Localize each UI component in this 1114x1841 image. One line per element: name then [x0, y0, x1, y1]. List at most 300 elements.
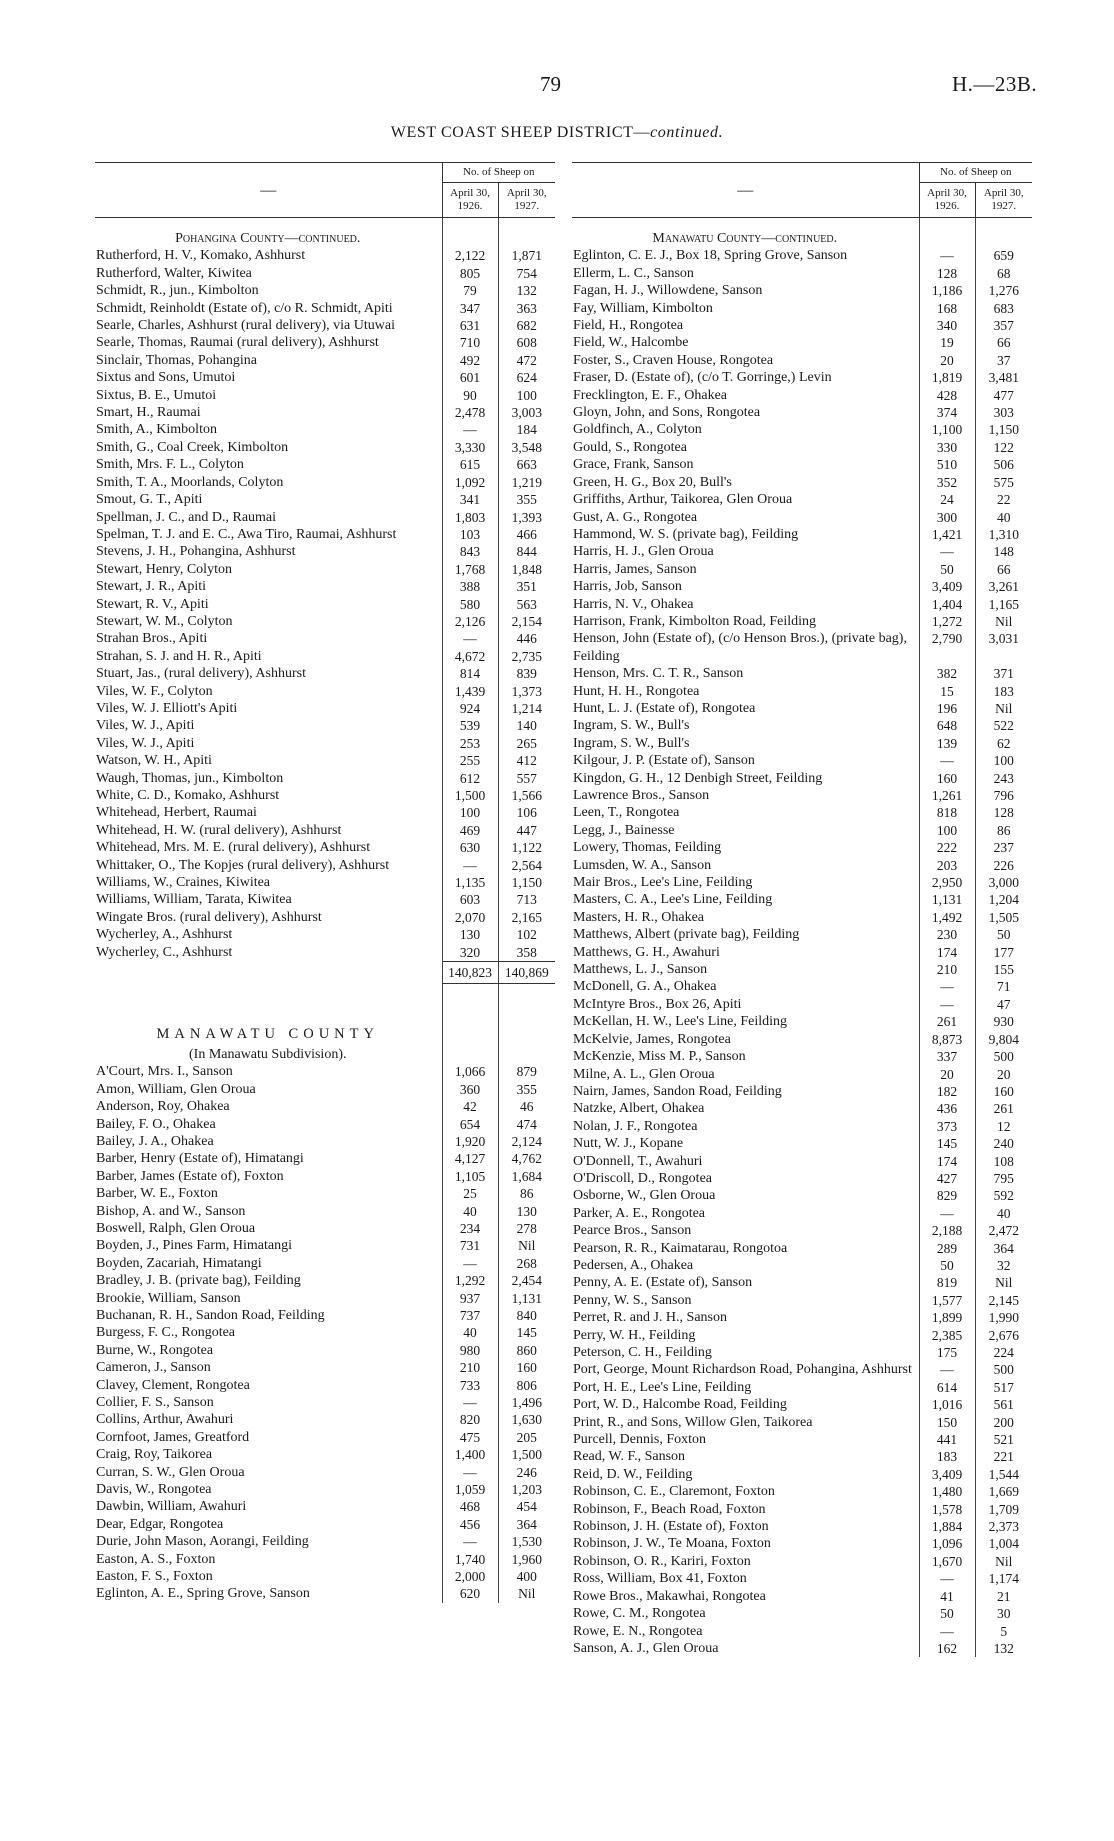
owner-name-text: Viles, W. J., Apiti	[96, 718, 195, 734]
owner-name	[95, 909, 442, 926]
owner-name	[95, 1359, 442, 1376]
sheep-1926: 2,122	[442, 247, 498, 264]
owner-name	[95, 1220, 442, 1237]
sheep-1926: 100	[919, 822, 975, 839]
sheep-1927: 2,373	[975, 1518, 1032, 1535]
sheep-1927: 447	[498, 822, 555, 839]
sheep-1926: 818	[919, 804, 975, 821]
owner-name-text: Schmidt, Reinholdt (Estate of), c/o R. Schmidt, Apiti	[96, 300, 393, 316]
owner-name	[95, 265, 442, 282]
sheep-1927: 472	[498, 352, 555, 369]
table-row	[95, 700, 555, 717]
owner-name	[572, 1066, 919, 1083]
sheep-1927: 2,472	[975, 1222, 1032, 1239]
owner-name-text: Viles, W. J., Apiti	[96, 735, 195, 751]
table-row	[572, 439, 1032, 456]
owner-name	[95, 334, 442, 351]
sheep-1926: 1,740	[442, 1551, 498, 1568]
owner-name-text: Smith, Mrs. F. L., Colyton	[96, 457, 244, 473]
sheep-1926: 843	[442, 543, 498, 560]
owner-name-text: Robinson, J. H. (Estate of), Foxton	[573, 1519, 769, 1535]
sheep-1927: 183	[975, 683, 1032, 700]
owner-name-text: Natzke, Albert, Ohakea	[573, 1101, 705, 1117]
table-row	[572, 1118, 1032, 1135]
table-row	[572, 1501, 1032, 1518]
sheep-1926: 42	[442, 1098, 498, 1115]
table-row	[95, 491, 555, 508]
owner-name	[95, 491, 442, 508]
section-heading-row	[95, 1024, 555, 1043]
owner-name-text: Hunt, L. J. (Estate of), Rongotea	[573, 700, 756, 716]
owner-name-text: Spellman, J. C., and D., Raumai	[96, 509, 277, 525]
owner-name-text: Milne, A. L., Glen Oroua	[573, 1066, 715, 1082]
sheep-1926: —	[919, 996, 975, 1013]
owner-name	[95, 839, 442, 856]
sheep-1927: 1,122	[498, 839, 555, 856]
owner-name-text: Robinson, C. E., Claremont, Foxton	[573, 1484, 775, 1500]
sheep-1927: 355	[498, 491, 555, 508]
table-row	[572, 474, 1032, 491]
sheep-1927: 1,373	[498, 683, 555, 700]
sheep-1927: 713	[498, 891, 555, 908]
table-row	[572, 300, 1032, 317]
owner-name	[572, 561, 919, 578]
sheep-1927: 1,214	[498, 700, 555, 717]
owner-name	[572, 596, 919, 613]
table-row	[95, 735, 555, 752]
sheep-1927: 466	[498, 526, 555, 543]
sheep-1926: 100	[442, 804, 498, 821]
sheep-1926: 1,578	[919, 1501, 975, 1518]
sheep-1927: 3,261	[975, 578, 1032, 595]
owner-name	[572, 247, 919, 264]
owner-name	[572, 839, 919, 856]
sheep-1926: 1,439	[442, 683, 498, 700]
sheep-1927: 683	[975, 300, 1032, 317]
sheep-1926: 980	[442, 1342, 498, 1359]
sheep-1926: 510	[919, 456, 975, 473]
sheep-1926: 3,409	[919, 578, 975, 595]
sheep-1927: 5	[975, 1623, 1032, 1640]
sheep-1926: 40	[442, 1203, 498, 1220]
table-row	[572, 735, 1032, 752]
owner-name	[572, 282, 919, 299]
sheep-1927: 130	[498, 1203, 555, 1220]
sheep-1927: 3,000	[975, 874, 1032, 891]
table-row	[572, 770, 1032, 787]
owner-name	[95, 456, 442, 473]
sheep-1926: 382	[919, 665, 975, 682]
sheep-count-header: No. of Sheep on	[919, 163, 1032, 183]
owner-name-text: Boyden, J., Pines Farm, Himatangi	[96, 1238, 292, 1254]
owner-name-text: Harris, James, Sanson	[573, 561, 697, 577]
total-1927: 140,869	[498, 962, 555, 984]
owner-name-text: Viles, W. J. Elliott's Apiti	[96, 700, 238, 716]
owner-name	[572, 961, 919, 978]
year-1927-header: April 30, 1927.	[975, 183, 1032, 218]
owner-name	[95, 874, 442, 891]
table-row	[572, 1170, 1032, 1187]
owner-name-text: Matthews, L. J., Sanson	[573, 962, 708, 978]
sheep-1926: —	[919, 978, 975, 995]
sheep-1927: 608	[498, 334, 555, 351]
sheep-1927: 278	[498, 1220, 555, 1237]
owner-name	[95, 1168, 442, 1185]
table-row	[95, 1377, 555, 1394]
table-row	[95, 1255, 555, 1272]
sheep-1926: 2,790	[919, 630, 975, 665]
table-row	[95, 1359, 555, 1376]
table-row	[572, 1518, 1032, 1535]
sheep-1926: 255	[442, 752, 498, 769]
owner-name	[95, 1533, 442, 1550]
table-row	[95, 387, 555, 404]
empty-cell	[498, 1024, 555, 1043]
table-row	[95, 334, 555, 351]
sheep-1926: —	[919, 752, 975, 769]
sheep-1927: 446	[498, 630, 555, 647]
owner-name-text: Stewart, R. V., Apiti	[96, 596, 209, 612]
table-row	[95, 474, 555, 491]
sheep-1926: 175	[919, 1344, 975, 1361]
owner-name	[95, 1516, 442, 1533]
owner-name	[572, 683, 919, 700]
owner-name	[95, 1255, 442, 1272]
owner-name	[572, 1292, 919, 1309]
sheep-1926: 436	[919, 1100, 975, 1117]
owner-name-text: Stewart, J. R., Apiti	[96, 579, 207, 595]
sheep-1927: 22	[975, 491, 1032, 508]
table-row	[572, 961, 1032, 978]
sheep-1927: 521	[975, 1431, 1032, 1448]
sheep-1927: Nil	[498, 1237, 555, 1254]
empty-cell	[975, 228, 1032, 247]
owner-name-text: Fagan, H. J., Willowdene, Sanson	[573, 283, 763, 299]
owner-name-text: Whitehead, Herbert, Raumai	[96, 805, 257, 821]
table-row	[572, 1605, 1032, 1622]
owner-name	[95, 926, 442, 943]
owner-name-text: Parker, A. E., Rongotea	[573, 1205, 706, 1221]
sheep-1927: 624	[498, 369, 555, 386]
sheep-1927: 200	[975, 1414, 1032, 1431]
sheep-1926: 341	[442, 491, 498, 508]
sheep-1927: 261	[975, 1100, 1032, 1117]
owner-name-text: Leen, T., Rongotea	[573, 805, 680, 821]
sheep-count-header: No. of Sheep on	[442, 163, 555, 183]
owner-name	[95, 1394, 442, 1411]
owner-name-text: Port, George, Mount Richardson Road, Pohangina, Ashhurst	[573, 1362, 912, 1378]
owner-name	[572, 1205, 919, 1222]
owner-name-text: Purcell, Dennis, Foxton	[573, 1432, 706, 1448]
owner-name-text: Eglinton, A. E., Spring Grove, Sanson	[96, 1586, 310, 1602]
owner-name	[95, 1272, 442, 1289]
sheep-1927: 66	[975, 561, 1032, 578]
sheep-1927: 9,804	[975, 1031, 1032, 1048]
owner-name-text: Fraser, D. (Estate of), (c/o T. Gorringe,) Levin	[573, 370, 832, 386]
sheep-1927: 563	[498, 596, 555, 613]
sheep-1926: 160	[919, 770, 975, 787]
owner-name	[572, 891, 919, 908]
sheep-1926: 2,000	[442, 1568, 498, 1585]
sheep-1926: 1,884	[919, 1518, 975, 1535]
owner-name	[572, 369, 919, 386]
owner-name-text: Gust, A. G., Rongotea	[573, 509, 698, 525]
sheep-1926: 1,135	[442, 874, 498, 891]
owner-name	[95, 352, 442, 369]
owner-name-text: Matthews, G. H., Awahuri	[573, 944, 720, 960]
table-row	[572, 421, 1032, 438]
owner-name-text: Bishop, A. and W., Sanson	[96, 1203, 246, 1219]
name-column-header: —	[95, 163, 442, 218]
section-heading: Manawatu County—continued.	[652, 231, 838, 246]
table-row	[95, 1237, 555, 1254]
owner-name	[572, 874, 919, 891]
sheep-1926: 469	[442, 822, 498, 839]
sheep-1927: 1,219	[498, 474, 555, 491]
owner-name	[95, 561, 442, 578]
sheep-1926: 805	[442, 265, 498, 282]
table-row	[95, 1429, 555, 1446]
sheep-1926: 130	[442, 926, 498, 943]
table-row	[95, 317, 555, 334]
owner-name-text: Masters, C. A., Lee's Line, Feilding	[573, 892, 773, 908]
table-row	[572, 491, 1032, 508]
sheep-1927: 663	[498, 456, 555, 473]
sheep-1926: 731	[442, 1237, 498, 1254]
owner-name-text: Boswell, Ralph, Glen Oroua	[96, 1220, 256, 1236]
owner-name-text: Wingate Bros. (rural delivery), Ashhurst	[96, 909, 322, 925]
sheep-1927: 1,393	[498, 509, 555, 526]
owner-name	[95, 787, 442, 804]
sheep-1927: 3,548	[498, 439, 555, 456]
sheep-1927: 522	[975, 717, 1032, 734]
sheep-1927: 474	[498, 1116, 555, 1133]
owner-name	[95, 717, 442, 734]
table-row	[95, 282, 555, 299]
sheep-1926: 1,105	[442, 1168, 498, 1185]
sheep-1927: 806	[498, 1377, 555, 1394]
owner-name-text: Osborne, W., Glen Oroua	[573, 1188, 716, 1204]
sheep-1927: 12	[975, 1118, 1032, 1135]
owner-name	[95, 1324, 442, 1341]
sheep-1927: 557	[498, 770, 555, 787]
owner-name	[95, 369, 442, 386]
left-column	[95, 162, 555, 1707]
owner-name	[95, 1446, 442, 1463]
sheep-1926: 50	[919, 1257, 975, 1274]
sheep-1926: —	[442, 1533, 498, 1550]
sheep-1926: 103	[442, 526, 498, 543]
owner-name	[572, 752, 919, 769]
table-row	[572, 1553, 1032, 1570]
owner-name-text: Read, W. F., Sanson	[573, 1449, 686, 1465]
owner-name	[572, 491, 919, 508]
sheep-1927: 477	[975, 387, 1032, 404]
owner-name	[95, 1098, 442, 1115]
owner-name-text: Stewart, Henry, Colyton	[96, 561, 232, 577]
sheep-1926: 320	[442, 944, 498, 962]
sheep-1927: 50	[975, 926, 1032, 943]
table-row	[95, 561, 555, 578]
owner-name	[95, 1063, 442, 1080]
page-number: 79	[540, 72, 561, 96]
owner-name-text: Field, W., Halcombe	[573, 335, 689, 351]
table-row	[572, 578, 1032, 595]
sheep-1926: 337	[919, 1048, 975, 1065]
sheep-1926: 168	[919, 300, 975, 317]
sheep-1927: 500	[975, 1048, 1032, 1065]
sheep-1926: —	[442, 630, 498, 647]
sheep-1926: 162	[919, 1640, 975, 1657]
owner-name-text: Nolan, J. F., Rongotea	[573, 1118, 698, 1134]
table-row	[95, 839, 555, 856]
owner-name-text: Henson, John (Estate of), (c/o Henson Bros.), (private bag), Feilding	[573, 631, 907, 664]
owner-name-text: O'Donnell, T., Awahuri	[573, 1153, 703, 1169]
owner-name-text: Curran, S. W., Glen Oroua	[96, 1464, 245, 1480]
owner-name	[572, 1431, 919, 1448]
owner-name	[95, 596, 442, 613]
sheep-1926: 1,261	[919, 787, 975, 804]
owner-name	[95, 822, 442, 839]
table-row	[95, 1203, 555, 1220]
sheep-1927: 2,145	[975, 1292, 1032, 1309]
owner-name	[95, 439, 442, 456]
owner-name-text: Barber, James (Estate of), Foxton	[96, 1168, 284, 1184]
owner-name	[95, 1116, 442, 1133]
table-row	[95, 1272, 555, 1289]
left-table-body	[95, 218, 555, 1603]
sheep-1927: 506	[975, 456, 1032, 473]
owner-name-text: Craig, Roy, Taikorea	[96, 1447, 213, 1463]
table-row	[572, 352, 1032, 369]
owner-name-text: Lowery, Thomas, Feilding	[573, 840, 722, 856]
table-row	[572, 839, 1032, 856]
owner-name-text: Pedersen, A., Ohakea	[573, 1257, 694, 1273]
owner-name	[95, 1481, 442, 1498]
owner-name-text: Burne, W., Rongotea	[96, 1342, 214, 1358]
owner-name-text: Dear, Edgar, Rongotea	[96, 1516, 224, 1532]
sheep-1926: 300	[919, 509, 975, 526]
sheep-1927: 237	[975, 839, 1032, 856]
sheep-1927: 1,990	[975, 1309, 1032, 1326]
table-row	[572, 874, 1032, 891]
owner-name-text: Viles, W. F., Colyton	[96, 683, 213, 699]
sheep-1927: 1,150	[975, 421, 1032, 438]
owner-name	[95, 857, 442, 874]
table-row	[572, 561, 1032, 578]
table-row	[572, 543, 1032, 560]
table-row	[95, 1342, 555, 1359]
section-heading-row	[95, 228, 555, 247]
owner-name	[95, 282, 442, 299]
sheep-1927: 364	[975, 1240, 1032, 1257]
table-row	[572, 1031, 1032, 1048]
sheep-1926: 90	[442, 387, 498, 404]
sheep-1926: 1,492	[919, 909, 975, 926]
owner-name	[572, 317, 919, 334]
table-row	[572, 1431, 1032, 1448]
table-row	[95, 1481, 555, 1498]
row-spacer	[95, 984, 555, 1025]
table-row	[572, 1344, 1032, 1361]
sheep-1927: 47	[975, 996, 1032, 1013]
table-row	[572, 1083, 1032, 1100]
table-row	[95, 770, 555, 787]
owner-name	[95, 683, 442, 700]
owner-name-text: Stuart, Jas., (rural delivery), Ashhurst	[96, 666, 306, 682]
owner-name	[95, 665, 442, 682]
owner-name	[572, 404, 919, 421]
table-row	[95, 421, 555, 438]
table-row	[572, 857, 1032, 874]
sheep-1927: 21	[975, 1588, 1032, 1605]
sheep-1927: 1,684	[498, 1168, 555, 1185]
owner-name	[572, 630, 919, 665]
right-column	[572, 162, 1032, 1707]
owner-name-text: Peterson, C. H., Feilding	[573, 1345, 712, 1360]
owner-name-text: Print, R., and Sons, Willow Glen, Taikorea	[573, 1414, 813, 1430]
table-row	[95, 1133, 555, 1150]
table-row	[572, 1066, 1032, 1083]
sheep-1927: 2,454	[498, 1272, 555, 1289]
owner-name	[572, 1083, 919, 1100]
sheep-1927: 268	[498, 1255, 555, 1272]
sheep-1926: 360	[442, 1081, 498, 1098]
sheep-1926: —	[919, 247, 975, 264]
owner-name	[572, 978, 919, 995]
table-row	[572, 247, 1032, 264]
empty-cell	[498, 228, 555, 247]
sheep-1926: 819	[919, 1274, 975, 1291]
spacer-cell	[572, 218, 919, 229]
owner-name-text: Collier, F. S., Sanson	[96, 1395, 214, 1410]
owner-name-text: Robinson, F., Beach Road, Foxton	[573, 1501, 766, 1517]
sheep-1926: 289	[919, 1240, 975, 1257]
owner-name-text: McKellan, H. W., Lee's Line, Feilding	[573, 1014, 788, 1030]
owner-name	[572, 1135, 919, 1152]
sheep-1927: 20	[975, 1066, 1032, 1083]
section-heading: MANAWATU COUNTY	[156, 1026, 379, 1043]
table-row	[95, 804, 555, 821]
year-1926-header: April 30, 1926.	[442, 183, 498, 218]
sheep-1927: 3,031	[975, 630, 1032, 665]
owner-name-text: Ross, William, Box 41, Foxton	[573, 1571, 747, 1587]
sheep-1926: 20	[919, 352, 975, 369]
sheep-1927: 500	[975, 1361, 1032, 1378]
owner-name-text: Watson, W. H., Apiti	[96, 753, 212, 769]
name-column-header: —	[572, 163, 919, 218]
owner-name-text: Smith, G., Coal Creek, Kimbolton	[96, 439, 289, 455]
owner-name-text: Legg, J., Bainesse	[573, 822, 675, 838]
table-row	[95, 1220, 555, 1237]
owner-name	[572, 1570, 919, 1587]
owner-name	[95, 891, 442, 908]
owner-name-text: Harrison, Frank, Kimbolton Road, Feilding	[573, 613, 817, 629]
sheep-1927: 1,530	[498, 1533, 555, 1550]
sheep-1927: 1,669	[975, 1483, 1032, 1500]
owner-name	[572, 1623, 919, 1640]
sheep-1927: 357	[975, 317, 1032, 334]
sheep-1926: 174	[919, 944, 975, 961]
sheep-1926: 1,272	[919, 613, 975, 630]
owner-name-text: Nairn, James, Sandon Road, Feilding	[573, 1083, 782, 1099]
sheep-1926: 820	[442, 1411, 498, 1428]
page-title: WEST COAST SHEEP DISTRICT—continued.	[390, 124, 724, 141]
sheep-1927: 100	[498, 387, 555, 404]
table-row	[572, 683, 1032, 700]
table-row	[95, 752, 555, 769]
sheep-1926: —	[919, 1623, 975, 1640]
